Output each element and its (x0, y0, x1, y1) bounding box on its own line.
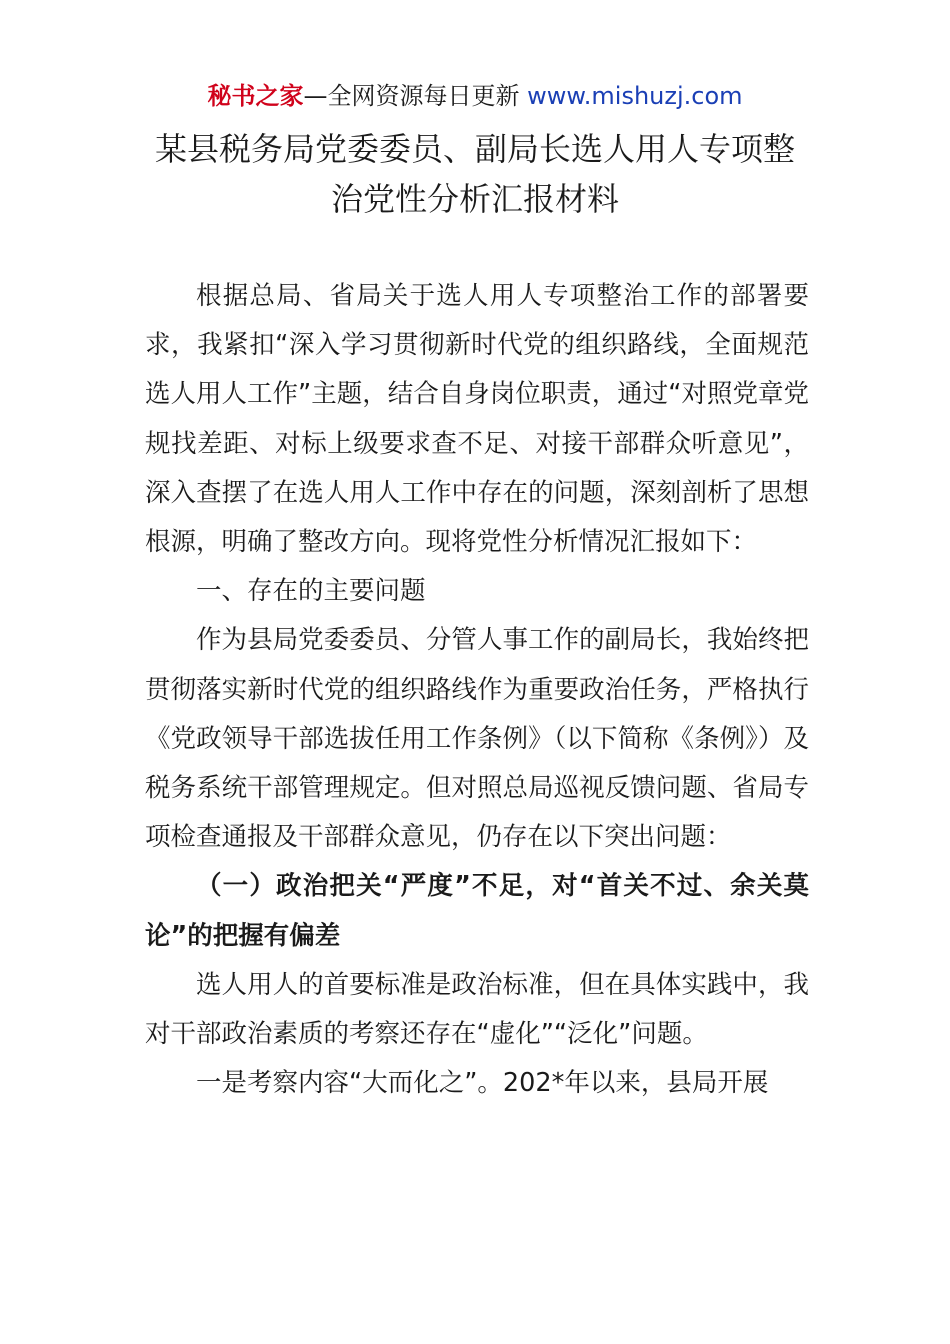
paragraph-intro: 根据总局、省局关于选人用人专项整治工作的部署要求，我紧扣“深入学习贯彻新时代党的组织路线，全面规范选人用人工作”主题，结合自身岗位职责，通过“对照党章党规找差距、对标上级要求查不足、对接干部群众听意见”，深入查摆了在选人用人工作中存在的问题，深刻剖析了思想根源，明确了整改方向。现将党性分析情况汇报如下： (145, 281, 809, 558)
paragraph-overview: 作为县局党委委员、分管人事工作的副局长，我始终把贯彻落实新时代党的组织路线作为重要政治任务，严格执行《党政领导干部选拔任用工作条例》（以下简称《条例》）及税务系统干部管理规定。但对照总局巡视反馈问题、省局专项检查通报及干部群众意见，仍存在以下突出问题： (145, 625, 809, 853)
brand-name: 秘书之家 (207, 82, 304, 110)
site-header (0, 80, 950, 112)
header-tagline: —全网资源每日更新 (303, 82, 528, 110)
paragraph-point-one: 一是考察内容“大而化之”。202*年以来，县局开展 (196, 1068, 769, 1099)
site-url[interactable]: www.mishuzj.com (527, 82, 743, 110)
section-heading: 一、存在的主要问题 (196, 576, 426, 607)
subsection-heading: （一）政治把关“严度”不足，对“首关不过、余关莫论”的把握有偏差 (145, 871, 809, 951)
title-line-1: 某县税务局党委委员、副局长选人用人专项整 (154, 130, 795, 168)
paragraph-political-standard: 选人用人的首要标准是政治标准，但在具体实践中，我对干部政治素质的考察还存在“虚化”“泛化”问题。 (145, 969, 809, 1050)
document-title (100, 124, 850, 224)
title-line-2: 治党性分析汇报材料 (330, 180, 619, 218)
document-body (145, 272, 809, 1108)
